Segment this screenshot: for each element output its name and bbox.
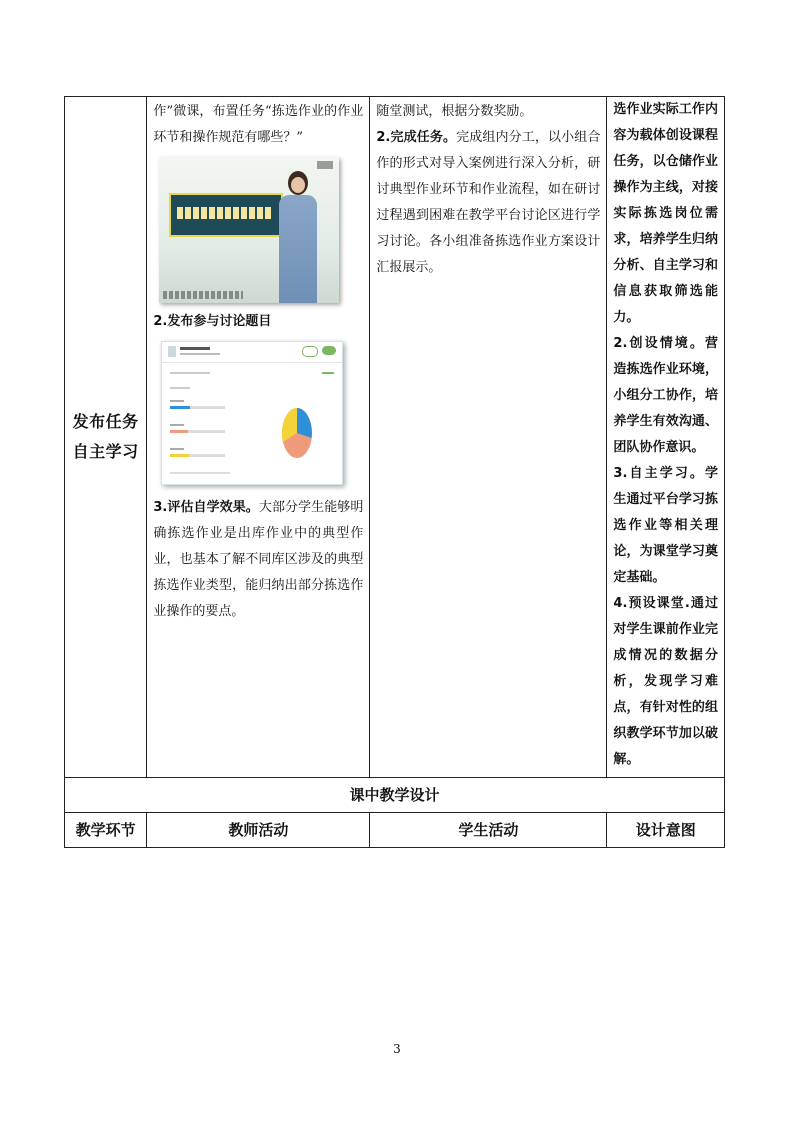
teacher-intro-text: 作”微课，布置任务“拣选作业的作业环节和操作规范有哪些？” (153, 104, 364, 145)
student-item2 (376, 125, 600, 281)
header-col4: 设计意图 (607, 813, 725, 848)
header-col1: 教学环节 (65, 813, 147, 848)
intent-item4: 4.预设课堂.通过对学生课前作业完成情况的数据分析，发现学习难点，有针对性的组织教学环节加以破解。 (613, 596, 718, 767)
lecturer-figure (277, 171, 319, 303)
video-lecture-thumbnail (159, 157, 339, 303)
section-title-row (65, 778, 725, 813)
discussion-results-thumbnail (161, 341, 343, 485)
header-row (65, 813, 725, 848)
intent-item2: 2.创设情境。营造拣选作业环境，小组分工协作，培养学生有效沟通、团队协作意识。 (613, 336, 718, 455)
header-col2: 教师活动 (147, 813, 370, 848)
task-row (65, 97, 725, 778)
pie-chart-icon (280, 406, 314, 460)
section-label-line1: 发布任务 (72, 412, 139, 431)
student-intro-text: 随堂测试，根据分数奖励。 (376, 104, 533, 119)
header-col3: 学生活动 (370, 813, 607, 848)
teacher-item3-text: 大部分学生能够明确拣选作业是出库作业中的典型作业，也基本了解不同库区涉及的典型拣选作业类型，能归纳出部分拣选作业操作的要点。 (153, 500, 364, 619)
student-activity-cell (370, 97, 607, 778)
teacher-item2-title: 2.发布参与讨论题目 (153, 314, 272, 329)
teacher-activity-cell (147, 97, 370, 778)
page-number: 3 (393, 1042, 401, 1056)
section-label-cell (65, 97, 147, 778)
student-item2-text: 完成组内分工，以小组合作的形式对导入案例进行深入分析，研讨典型作业环节和作业流程，如在研讨过程遇到困难在教学平台讨论区进行学习讨论。各小组准备拣选作业方案设计汇报展示。 (376, 130, 601, 275)
design-intent-cell (607, 97, 725, 778)
teacher-item3 (153, 495, 363, 625)
section-label-line2: 自主学习 (72, 442, 139, 461)
intent-intro-text: 选作业实际工作内容为载体创设课程任务，以仓储作业操作为主线，对接实际拣选岗位需求，培养学生归纳分析、自主学习和信息获取筛选能力。 (613, 102, 718, 325)
teacher-item3-title: 3.评估自学效果。 (153, 500, 259, 515)
student-item2-title: 2.完成任务。 (376, 130, 457, 145)
section-title: 课中教学设计 (65, 778, 725, 813)
lesson-plan-table (64, 96, 725, 848)
intent-item3: 3.自主学习。学生通过平台学习拣选作业等相关理论，为课堂学习奠定基础。 (613, 466, 718, 585)
